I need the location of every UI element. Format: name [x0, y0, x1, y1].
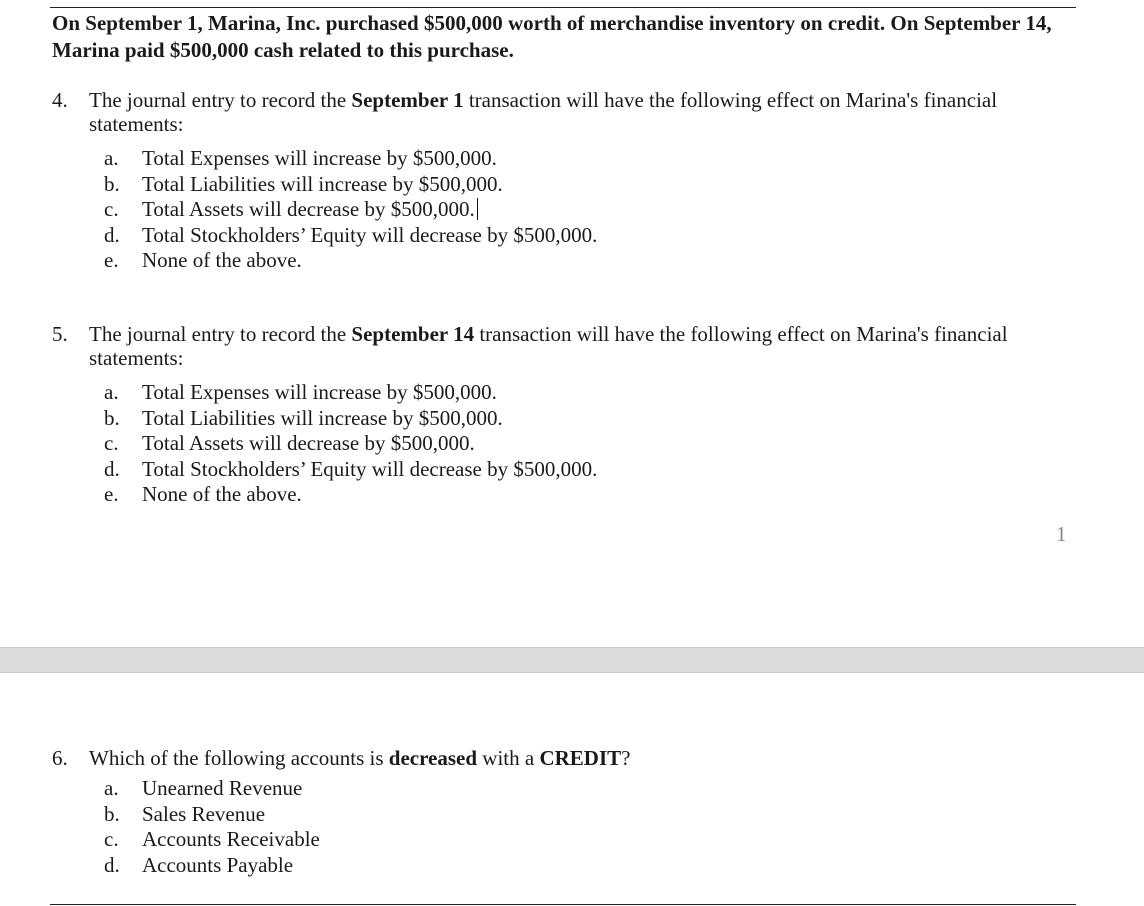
option-text: Unearned Revenue: [142, 776, 303, 800]
stem-bold-text: decreased: [388, 746, 478, 770]
option-d[interactable]: [52, 223, 1082, 249]
option-text: Total Assets will decrease by $500,000.: [142, 431, 475, 455]
option-d[interactable]: [52, 457, 1082, 483]
option-c[interactable]: [52, 197, 1082, 223]
option-e[interactable]: [52, 248, 1082, 274]
option-letter: a.: [104, 380, 119, 404]
stem-bold-text: September 1: [351, 88, 464, 112]
option-text: Accounts Payable: [142, 852, 294, 877]
stem-text: Which of the following accounts is: [89, 746, 389, 770]
stem-text: The journal entry to record the: [89, 322, 352, 346]
option-a[interactable]: [52, 776, 1082, 802]
answer-options: [52, 776, 1082, 878]
option-b[interactable]: [52, 172, 1082, 198]
option-letter: e.: [104, 248, 119, 272]
option-text: Total Stockholders’ Equity will decrease by $500,000.: [142, 456, 598, 481]
question-number: 6.: [52, 746, 68, 770]
option-text: None of the above.: [142, 248, 302, 272]
answer-options: [52, 146, 1082, 274]
question-number: 5.: [52, 322, 68, 346]
page-number: 1: [1056, 522, 1067, 546]
option-text: Total Expenses will increase by $500,000.: [142, 380, 497, 404]
option-letter: c.: [104, 431, 119, 455]
option-c[interactable]: [52, 431, 1082, 457]
option-c[interactable]: [52, 827, 1082, 853]
option-letter: b.: [104, 801, 120, 826]
option-letter: d.: [104, 852, 120, 877]
stem-text: with a: [477, 746, 540, 770]
stem-text: The journal entry to record the: [89, 88, 352, 112]
stem-text: transaction will have the following effect on Marina's financial statements:: [89, 322, 1008, 370]
option-d[interactable]: [52, 853, 1082, 879]
intro-paragraph: On September 1, Marina, Inc. purchased $500,000 worth of merchandise inventory on credit. On September 14, Marina paid $500,000 cash related to this purchase.: [52, 11, 1052, 62]
option-letter: d.: [104, 456, 120, 481]
stem-text: transaction will have the following effect on Marina's financial statements:: [89, 88, 998, 136]
option-text: Total Liabilities will increase by $500,000.: [142, 171, 503, 196]
option-text: Accounts Receivable: [142, 827, 320, 851]
option-letter: b.: [104, 171, 120, 196]
question-6: [52, 746, 1082, 878]
option-letter: a.: [104, 776, 119, 800]
option-b[interactable]: [52, 802, 1082, 828]
question-stem: [52, 746, 1082, 770]
question-4: [52, 88, 1082, 274]
page-break: [0, 647, 1144, 673]
stem-bold-text: September 14: [351, 322, 475, 346]
option-letter: b.: [104, 405, 120, 430]
option-text: Total Expenses will increase by $500,000.: [142, 146, 497, 170]
answer-options: [52, 380, 1082, 508]
option-text: Total Stockholders’ Equity will decrease by $500,000.: [142, 222, 598, 247]
option-letter: e.: [104, 482, 119, 506]
option-letter: d.: [104, 222, 120, 247]
stem-text: ?: [621, 746, 631, 770]
question-number: 4.: [52, 88, 68, 112]
top-rule: [50, 7, 1076, 8]
bottom-rule: [50, 904, 1076, 905]
option-text: Total Assets will decrease by $500,000.: [142, 197, 475, 221]
stem-bold-text: CREDIT: [539, 746, 622, 770]
option-text: None of the above.: [142, 482, 302, 506]
option-letter: c.: [104, 197, 119, 221]
option-a[interactable]: [52, 380, 1082, 406]
option-e[interactable]: [52, 482, 1082, 508]
option-text: Sales Revenue: [142, 801, 266, 826]
option-letter: a.: [104, 146, 119, 170]
option-a[interactable]: [52, 146, 1082, 172]
text-cursor: [477, 198, 479, 220]
question-5: [52, 322, 1082, 508]
option-letter: c.: [104, 827, 119, 851]
question-stem: [52, 88, 1082, 136]
question-stem: [52, 322, 1082, 370]
option-text: Total Liabilities will increase by $500,000.: [142, 405, 503, 430]
option-b[interactable]: [52, 406, 1082, 432]
